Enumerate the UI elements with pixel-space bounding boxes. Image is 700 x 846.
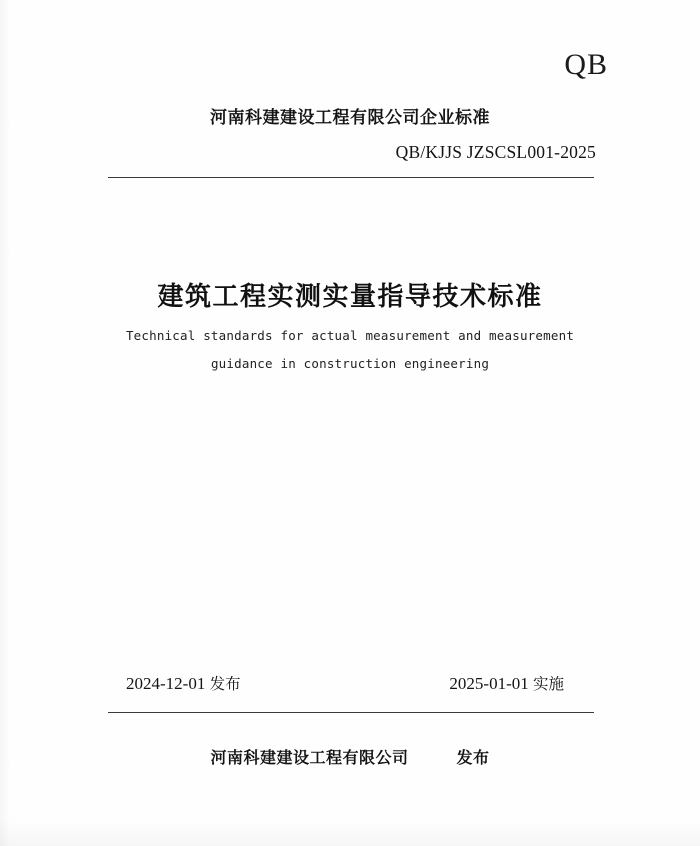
standard-number: QB/KJJS JZSCSL001-2025 (395, 142, 596, 162)
issuer-verb: 发布 (456, 748, 490, 767)
footer-divider-rule (108, 712, 594, 713)
document-title-en-line1: Technical standards for actual measurement and measurement (125, 328, 575, 343)
document-title-en (0, 322, 700, 378)
standard-mark: QB (564, 48, 608, 81)
issuer-name: 河南科建建设工程有限公司 (210, 748, 409, 767)
publish-date-value: 2024-12-01 (126, 674, 206, 693)
effective-date-group (449, 672, 564, 694)
issuer-row (0, 745, 700, 768)
page-edge-shading-bottom (0, 820, 700, 846)
company-standard-heading: 河南科建建设工程有限公司企业标准 (210, 108, 490, 128)
document-title-cn: 建筑工程实测实量指导技术标准 (157, 282, 543, 312)
publish-date-label: 发布 (209, 675, 241, 693)
document-title-en-line2: guidance in construction engineering (210, 356, 490, 371)
publish-date-group (126, 672, 241, 694)
effective-date-label: 实施 (532, 675, 564, 693)
effective-date-value: 2025-01-01 (449, 674, 529, 693)
header-divider-rule (108, 177, 594, 178)
dates-row (108, 672, 594, 694)
